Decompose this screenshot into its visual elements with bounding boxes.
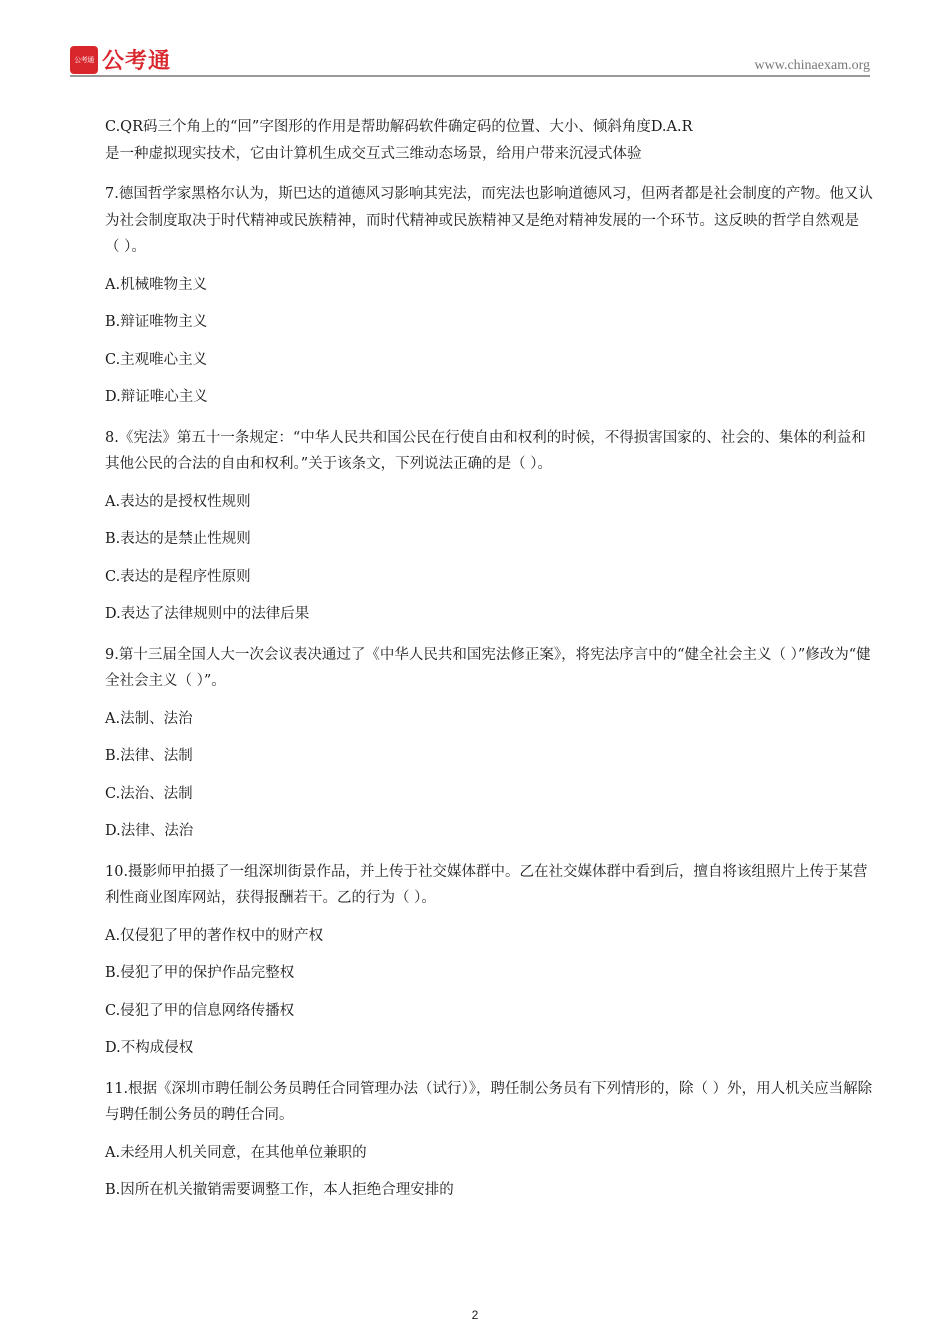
header-divider — [70, 75, 870, 77]
question-stem: 11.根据《深圳市聘任制公务员聘任合同管理办法（试行）》，聘任制公务员有下列情形的，除（ ）外，用人机关应当解除与聘任制公务员的聘任合同。 — [105, 1080, 873, 1123]
question-7 — [73, 181, 873, 411]
option-c: C.主观唯心主义 — [105, 351, 208, 368]
question-stem: 7.德国哲学家黑格尔认为，斯巴达的道德风习影响其宪法，而宪法也影响道德风习，但两者都是社会制度的产物。他又认为社会制度取决于时代精神或民族精神，而时代精神或民族精神又是绝对精神发展的一个环节。这反映的哲学自然观是（ ）。 — [105, 186, 873, 255]
option-d: D.辩证唯心主义 — [105, 389, 208, 405]
logo-mark: 公考通 — [70, 46, 98, 74]
carryover-line-1: C.QR码三个角上的“回”字图形的作用是帮助解码软件确定码的位置、大小、倾斜角度D.A.R — [105, 119, 693, 135]
question-stem: 8.《宪法》第五十一条规定：“中华人民共和国公民在行使自由和权利的时候，不得损害国家的、社会的、集体的利益和其他公民的合法的自由和权利。”关于该条文，下列说法正确的是（ ）。 — [105, 429, 866, 472]
option-a: A.表达的是授权性规则 — [105, 493, 251, 510]
question-8 — [73, 425, 873, 628]
question-11 — [73, 1076, 873, 1204]
option-b: B.辩证唯物主义 — [105, 314, 208, 330]
option-b: B.法律、法制 — [105, 748, 193, 764]
page-header — [70, 42, 870, 78]
option-a: A.法制、法治 — [105, 710, 193, 727]
option-d: D.法律、法治 — [105, 823, 194, 839]
document-body — [73, 114, 873, 1204]
option-b: B.侵犯了甲的保护作品完整权 — [105, 965, 295, 981]
logo-text: 公考通 — [102, 49, 172, 74]
option-d: D.表达了法律规则中的法律后果 — [105, 606, 310, 622]
option-a: A.未经用人机关同意，在其他单位兼职的 — [105, 1144, 367, 1161]
page-number: 2 — [471, 1308, 479, 1322]
option-c: C.表达的是程序性原则 — [105, 568, 251, 585]
option-c: C.侵犯了甲的信息网络传播权 — [105, 1002, 295, 1019]
carryover-line-2: 是一种虚拟现实技术，它由计算机生成交互式三维动态场景，给用户带来沉浸式体验 — [105, 145, 642, 162]
question-10 — [73, 859, 873, 1062]
option-a: A.机械唯物主义 — [105, 276, 208, 293]
site-url[interactable]: www.chinaexam.org — [754, 58, 870, 73]
option-b: B.因所在机关撤销需要调整工作，本人拒绝合理安排的 — [105, 1182, 454, 1198]
question-stem: 10.摄影师甲拍摄了一组深圳街景作品，并上传于社交媒体群中。乙在社交媒体群中看到后，擅自将该组照片上传于某营利性商业图库网站，获得报酬若干。乙的行为（ ）。 — [105, 863, 868, 906]
option-c: C.法治、法制 — [105, 785, 193, 802]
option-b: B.表达的是禁止性规则 — [105, 531, 251, 547]
option-d: D.不构成侵权 — [105, 1040, 194, 1056]
question-stem: 9.第十三届全国人大一次会议表决通过了《中华人民共和国宪法修正案》，将宪法序言中的“健全社会主义（ ）”修改为“健全社会主义（ ）”。 — [105, 646, 871, 689]
question-9 — [73, 642, 873, 845]
option-a: A.仅侵犯了甲的著作权中的财产权 — [105, 927, 324, 944]
